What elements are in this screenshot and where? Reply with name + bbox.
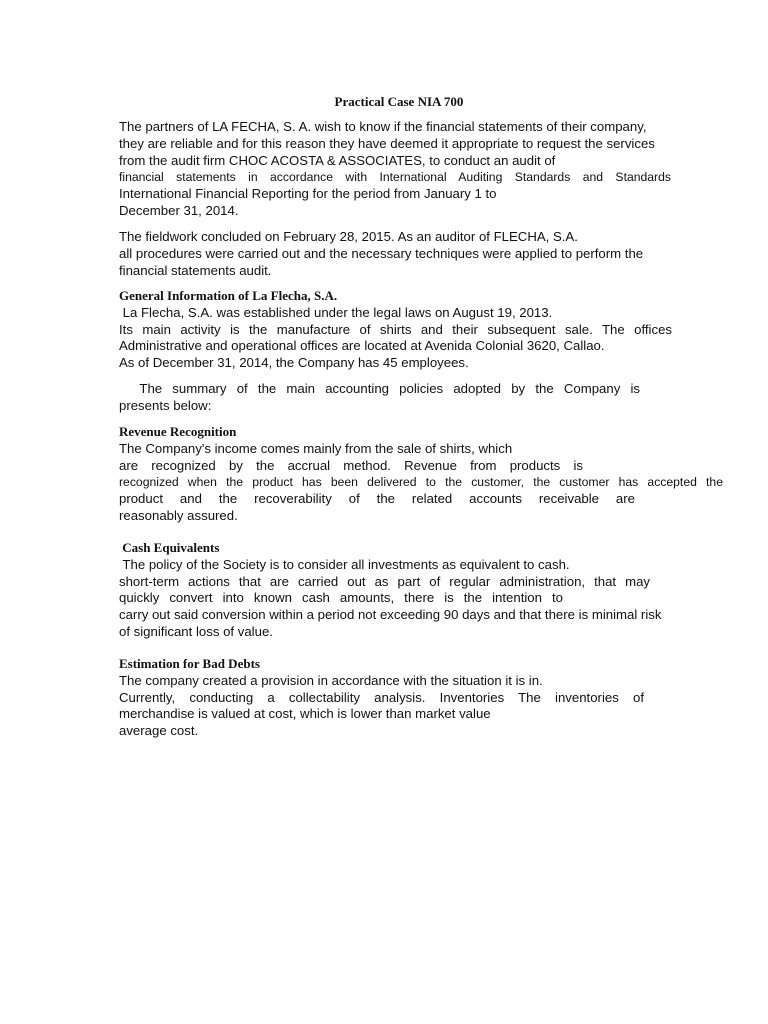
bad-debts-line: The company created a provision in accordance with the situation it is in. [119, 672, 543, 688]
revenue-line: reasonably assured. [119, 507, 238, 523]
cash-line: short-term actions that are carried out as part of regular administration, that may [119, 573, 650, 589]
cash-section [119, 540, 681, 641]
summary-line: The summary of the main accounting policies adopted by the Company is [119, 381, 641, 396]
general-info-heading: General Information of La Flecha, S.A. [119, 288, 338, 303]
document-title: Practical Case NIA 700 [334, 94, 464, 109]
general-info-line: Administrative and operational offices are located at Avenida Colonial 3620, Callao. [119, 338, 605, 354]
intro-line: The partners of LA FECHA, S. A. wish to know if the financial statements of their company, [119, 119, 647, 134]
cash-line: carry out said conversion within a period not exceeding 90 days and that there is minimal risk [119, 607, 662, 623]
bad-debts-line: merchandise is valued at cost, which is lower than market value [119, 706, 491, 722]
intro-line: they are reliable and for this reason they have deemed it appropriate to request the services [119, 135, 655, 151]
general-info-line: As of December 31, 2014, the Company has 45 employees. [119, 355, 469, 371]
intro-line: International Financial Reporting for the period from January 1 to [119, 186, 497, 202]
revenue-line: product and the recoverability of the related accounts receivable are [119, 491, 635, 507]
revenue-line: The Company's income comes mainly from the sale of shirts, which [119, 440, 513, 456]
revenue-section [119, 424, 723, 525]
general-info-section [119, 288, 672, 372]
fieldwork-line: The fieldwork concluded on February 28, 2015. As an auditor of FLECHA, S.A. [119, 229, 578, 244]
bad-debts-section [119, 656, 644, 740]
bad-debts-line: Currently, conducting a collectability analysis. Inventories The inventories of [119, 689, 644, 705]
fieldwork-line: all procedures were carried out and the necessary techniques were applied to perform the [119, 245, 644, 261]
intro-line: from the audit firm CHOC ACOSTA & ASSOCIATES, to conduct an audit of [119, 152, 556, 168]
bad-debts-heading: Estimation for Bad Debts [119, 656, 260, 671]
revenue-line: recognized when the product has been delivered to the customer, the customer has accepted the [119, 475, 723, 490]
general-info-line: La Flecha, S.A. was established under the legal laws on August 19, 2013. [119, 304, 553, 320]
intro-line: financial statements in accordance with International Auditing Standards and Standards [119, 170, 671, 185]
cash-line: The policy of the Society is to consider all investments as equivalent to cash. [119, 556, 570, 572]
cash-heading: Cash Equivalents [119, 540, 220, 555]
summary-line: presents below: [119, 397, 212, 413]
revenue-heading: Revenue Recognition [119, 424, 237, 439]
fieldwork-line: financial statements audit. [119, 262, 272, 278]
revenue-line: are recognized by the accrual method. Revenue from products is [119, 457, 583, 473]
intro-paragraph [119, 119, 687, 220]
fieldwork-paragraph [119, 229, 687, 279]
cash-line: of significant loss of value. [119, 623, 273, 639]
cash-line: quickly convert into known cash amounts, there is the intention to [119, 590, 563, 606]
summary-paragraph [119, 381, 640, 415]
general-info-line: Its main activity is the manufacture of shirts and their subsequent sale. The offices [119, 321, 672, 337]
bad-debts-line: average cost. [119, 723, 199, 739]
intro-line: December 31, 2014. [119, 202, 239, 218]
